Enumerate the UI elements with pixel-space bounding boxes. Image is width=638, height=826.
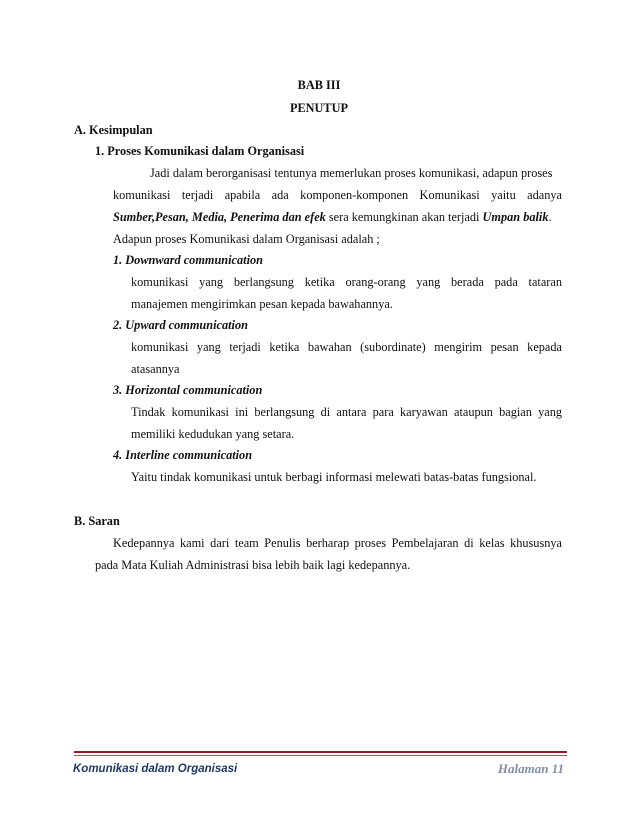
chapter-title: PENUTUP xyxy=(289,101,349,115)
paragraph-line-1: Jadi dalam berorganisasi tentunya memerlukan proses komunikasi, adapun proses xyxy=(150,166,553,180)
paragraph-line-4: Adapun proses Komunikasi dalam Organisasi adalah ; xyxy=(113,232,380,246)
paragraph-line-3-end: . xyxy=(548,210,552,224)
item-2-line-2: atasannya xyxy=(131,362,180,376)
paragraph-line-2: komunikasi terjadi apabila ada komponen-komponen Komunikasi yaitu adanya xyxy=(113,188,562,202)
item-1-line-1: komunikasi yang berlangsung ketika orang-orang yang berada pada tataran xyxy=(131,275,562,289)
paragraph-line-3 xyxy=(113,210,552,225)
footer-rule xyxy=(74,751,567,753)
section-b-line-1: Kedepannya kami dari team Penulis berharap proses Pembelajaran di kelas khususnya xyxy=(113,536,562,550)
paragraph-line-3-mid: sera kemungkinan akan terjadi xyxy=(325,210,483,224)
footer-page-number: Halaman 11 xyxy=(497,761,564,776)
footer-document-title: Komunikasi dalam Organisasi xyxy=(73,763,238,775)
item-3-line-2: memiliki kedudukan yang setara. xyxy=(131,427,295,441)
item-1-line-2: manajemen mengirimkan pesan kepada bawahannya. xyxy=(131,297,393,311)
item-4-line-1: Yaitu tindak komunikasi untuk berbagi informasi melewati batas-batas fungsional. xyxy=(131,470,537,484)
feedback-emphasis: Umpan balik xyxy=(482,210,549,224)
subsection-1-heading: 1. Proses Komunikasi dalam Organisasi xyxy=(95,144,305,158)
item-4-title: 4. Interline communication xyxy=(113,448,253,462)
item-2-line-1: komunikasi yang terjadi ketika bawahan (subordinate) mengirim pesan kepada xyxy=(131,340,562,354)
section-a-heading: A. Kesimpulan xyxy=(74,123,153,137)
section-b-heading: B. Saran xyxy=(74,514,120,528)
components-emphasis: Sumber,Pesan, Media, Penerima dan efek xyxy=(113,210,326,224)
item-3-line-1: Tindak komunikasi ini berlangsung di antara para karyawan ataupun bagian yang xyxy=(131,405,562,419)
chapter-number: BAB III xyxy=(297,78,341,92)
section-b-line-2: pada Mata Kuliah Administrasi bisa lebih baik lagi kedepannya. xyxy=(95,558,411,572)
footer-rule-thin xyxy=(74,755,567,756)
item-1-title: 1. Downward communication xyxy=(113,253,263,267)
item-2-title: 2. Upward communication xyxy=(113,318,248,332)
item-3-title: 3. Horizontal communication xyxy=(113,383,263,397)
